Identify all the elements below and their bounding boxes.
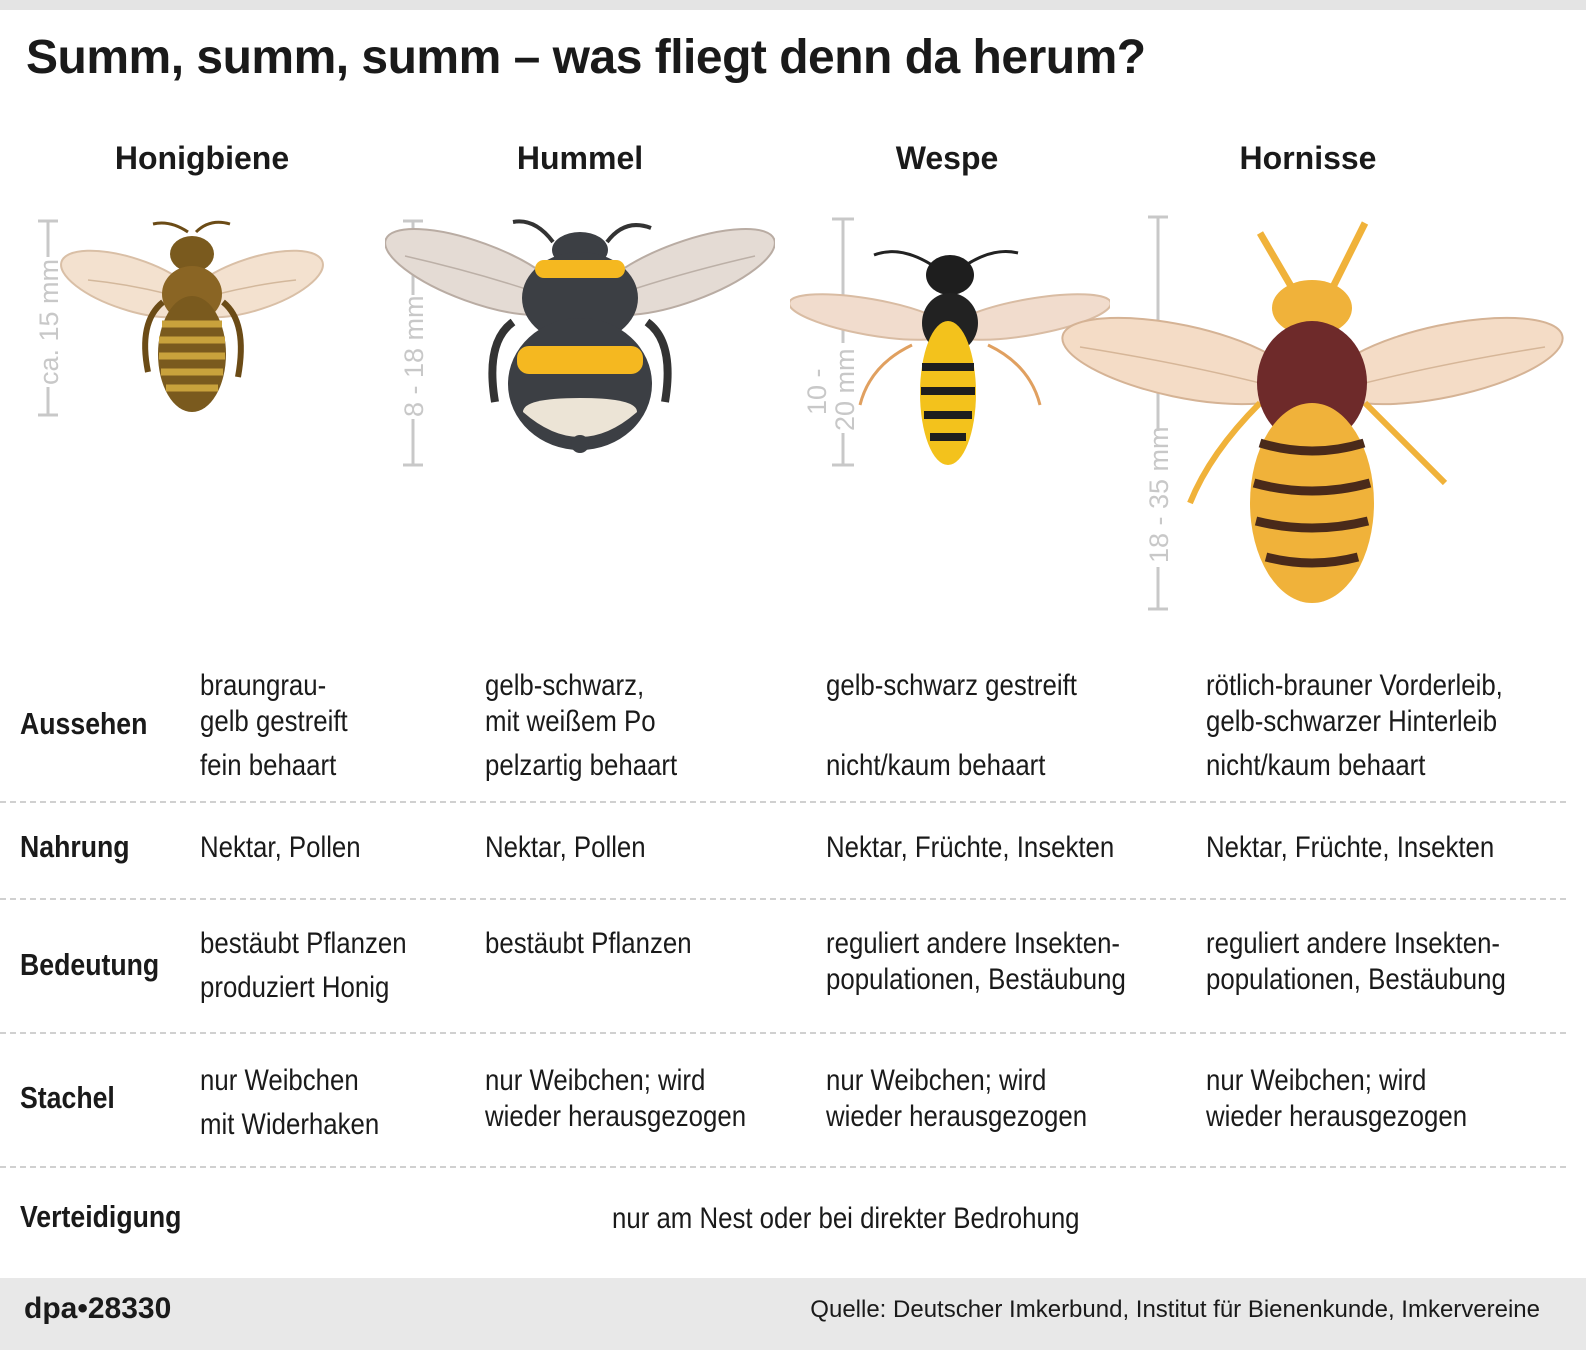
row-label-verteidigung: Verteidigung	[20, 1199, 182, 1234]
row-label-nahrung: Nahrung	[20, 829, 130, 864]
cell-nahrung-hornisse: Nektar, Früchte, Insekten	[1206, 831, 1495, 864]
cell-nahrung-wespe: Nektar, Früchte, Insekten	[826, 831, 1115, 864]
source-credit: Quelle: Deutscher Imkerbund, Institut für Bienenkunde, Imkervereine	[810, 1296, 1540, 1323]
row-label-stachel: Stachel	[20, 1080, 115, 1115]
cell-stachel-hornisse: nur Weibchen; wird wieder herausgezogen	[1206, 1064, 1468, 1133]
cell-aussehen-wespe: gelb-schwarz gestreift nicht/kaum behaart	[826, 669, 1077, 782]
cell-stachel-wespe: nur Weibchen; wird wieder herausgezogen	[826, 1064, 1088, 1133]
row-label-bedeutung: Bedeutung	[20, 947, 160, 982]
cell-bedeutung-hummel: bestäubt Pflanzen	[485, 927, 692, 960]
insect-name-honigbiene: Honigbiene	[114, 140, 290, 176]
honeybee-icon	[58, 212, 326, 422]
agency-credit: dpa•28330	[24, 1292, 172, 1325]
row-divider	[0, 1166, 1566, 1168]
size-label-wespe-1: 10 -	[802, 368, 832, 415]
cell-aussehen-hornisse: rötlich-brauner Vorderleib, gelb-schwarzer Hinterleib nicht/kaum behaart	[1206, 669, 1503, 782]
row-divider	[0, 898, 1566, 900]
hornet-icon	[1060, 213, 1565, 608]
row-label-aussehen: Aussehen	[20, 706, 148, 741]
bumblebee-icon	[385, 212, 775, 462]
cell-nahrung-hummel: Nektar, Pollen	[485, 831, 646, 864]
insect-name-wespe: Wespe	[895, 140, 999, 176]
cell-stachel-honigbiene: nur Weibchen mit Widerhaken	[200, 1064, 380, 1141]
size-label-hornisse: 18 - 35 mm	[1144, 426, 1174, 563]
cell-stachel-hummel: nur Weibchen; wird wieder herausgezogen	[485, 1064, 747, 1133]
cell-nahrung-honigbiene: Nektar, Pollen	[200, 831, 361, 864]
row-divider	[0, 801, 1566, 803]
cell-aussehen-honigbiene: braungrau- gelb gestreift fein behaart	[200, 669, 348, 782]
top-bar	[0, 0, 1586, 10]
size-label-hummel: 8 - 18 mm	[399, 295, 429, 417]
row-divider	[0, 1032, 1566, 1034]
cell-bedeutung-honigbiene: bestäubt Pflanzen produziert Honig	[200, 927, 407, 1004]
cell-bedeutung-wespe: reguliert andere Insekten- populationen, Bestäubung	[826, 927, 1126, 996]
cell-verteidigung-all: nur am Nest oder bei direkter Bedrohung	[612, 1202, 1080, 1235]
cell-aussehen-hummel: gelb-schwarz, mit weißem Po pelzartig behaart	[485, 669, 678, 782]
insect-name-hornisse: Hornisse	[1239, 140, 1377, 176]
insect-name-hummel: Hummel	[516, 140, 644, 176]
size-label-wespe-2: 20 mm	[830, 348, 860, 431]
cell-bedeutung-hornisse: reguliert andere Insekten- populationen, Bestäubung	[1206, 927, 1506, 996]
size-label-honigbiene: ca. 15 mm	[34, 258, 64, 385]
page-title: Summ, summ, summ – was fliegt denn da herum?	[26, 31, 1146, 84]
